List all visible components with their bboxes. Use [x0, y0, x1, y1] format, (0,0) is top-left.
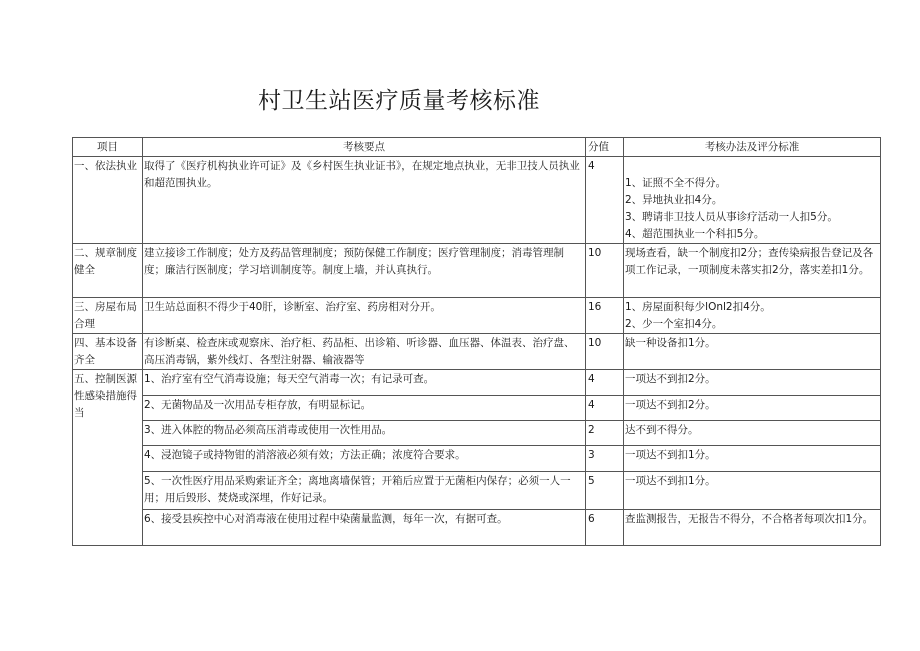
- table-row: [73, 298, 881, 334]
- row-criteria: [624, 157, 881, 244]
- table-header-row: [73, 138, 881, 157]
- row-item: 四、基本设备齐全: [73, 334, 143, 370]
- table-row: [73, 446, 881, 472]
- row-points: 4、浸泡镜子或持物钳的消溶液必须有效；方法正确；浓度符合要求。: [143, 446, 586, 472]
- row-points: 卫生站总面积不得少于40肝，诊断室、治疗室、药房相对分开。: [143, 298, 586, 334]
- row-points: 6、接受县疾控中心对消毒液在使用过程中染菌量监测，每年一次，有据可查。: [143, 510, 586, 546]
- row-points: 建立接诊工作制度；处方及药品管理制度；预防保健工作制度；医疗管理制度；消毒管理制度；廉洁行医制度；学习培训制度等。制度上墙，并认真执行。: [143, 244, 586, 298]
- row-score: 4: [586, 370, 624, 396]
- row-points: 有诊断桌、检查床或观察床、治疗柜、药品柜、出诊箱、听诊器、血压器、体温表、治疗盘、高压消毒锅，紫外线灯、各型注射器、输液器等: [143, 334, 586, 370]
- row-score: 4: [586, 396, 624, 421]
- row-score: 4: [586, 157, 624, 244]
- row-item: 三、房屋布局合理: [73, 298, 143, 334]
- row-points: 5、一次性医疗用品采购索证齐全；离地离墙保管；开箱后应置于无菌柜内保存；必须一人一用；用后毁形、焚烧或深埋，作好记录。: [143, 472, 586, 510]
- row-item: 五、控制医源性感染措施得当: [73, 370, 143, 546]
- row-score: 2: [586, 421, 624, 446]
- row-points: 取得了《医疗机构执业许可证》及《乡村医生执业证书》，在规定地点执业，无非卫技人员执业和超范围执业。: [143, 157, 586, 244]
- table-row: [73, 472, 881, 510]
- row-score: 10: [586, 244, 624, 298]
- page-title: 村卫生站医疗质量考核标准: [258, 88, 540, 114]
- row-criteria: 一项达不到扣1分。: [624, 472, 881, 510]
- header-score: 分值: [586, 138, 624, 157]
- criteria-line: 3、聘请非卫技人员从事诊疗活动一人扣5分。: [625, 211, 838, 223]
- row-criteria: 达不到不得分。: [624, 421, 881, 446]
- row-criteria: 一项达不到扣2分。: [624, 370, 881, 396]
- row-criteria: 现场查看，缺一个制度扣2分；查传染病报告登记及各项工作记录，一项制度未落实扣2分，落实差扣1分。: [624, 244, 881, 298]
- table-row: [73, 421, 881, 446]
- criteria-line: 2、异地执业扣4分。: [625, 194, 723, 206]
- criteria-line: 4、超范围执业一个科扣5分。: [625, 228, 765, 240]
- table-row: [73, 334, 881, 370]
- row-score: 5: [586, 472, 624, 510]
- row-points: 3、进入体腔的物品必须高压消毒或使用一次性用品。: [143, 421, 586, 446]
- criteria-line: 2、少一个室扣4分。: [625, 318, 723, 330]
- table-row: [73, 396, 881, 421]
- row-item: 一、依法执业: [73, 157, 143, 244]
- row-criteria: 查监测报告，无报告不得分，不合格者每项次扣1分。: [624, 510, 881, 546]
- row-criteria: [624, 298, 881, 334]
- criteria-line: 1、房屋面积每少lOnl2扣4分。: [625, 301, 771, 313]
- table-row: [73, 244, 881, 298]
- row-score: 6: [586, 510, 624, 546]
- row-criteria: 一项达不到扣2分。: [624, 396, 881, 421]
- assessment-table: [72, 137, 881, 546]
- row-criteria: 一项达不到扣1分。: [624, 446, 881, 472]
- row-points: 2、无菌物品及一次用品专柜存放，有明显标记。: [143, 396, 586, 421]
- table-row: [73, 157, 881, 244]
- row-score: 3: [586, 446, 624, 472]
- row-score: 16: [586, 298, 624, 334]
- table-row: [73, 370, 881, 396]
- row-criteria: 缺一种设备扣1分。: [624, 334, 881, 370]
- table-row: [73, 510, 881, 546]
- header-item: 项目: [73, 138, 143, 157]
- row-item: 二、规章制度健全: [73, 244, 143, 298]
- criteria-line: 1、证照不全不得分。: [625, 177, 727, 189]
- row-points: 1、治疗室有空气消毒设施；每天空气消毒一次；有记录可查。: [143, 370, 586, 396]
- header-points: 考核要点: [143, 138, 586, 157]
- header-criteria: 考核办法及评分标准: [624, 138, 881, 157]
- row-score: 10: [586, 334, 624, 370]
